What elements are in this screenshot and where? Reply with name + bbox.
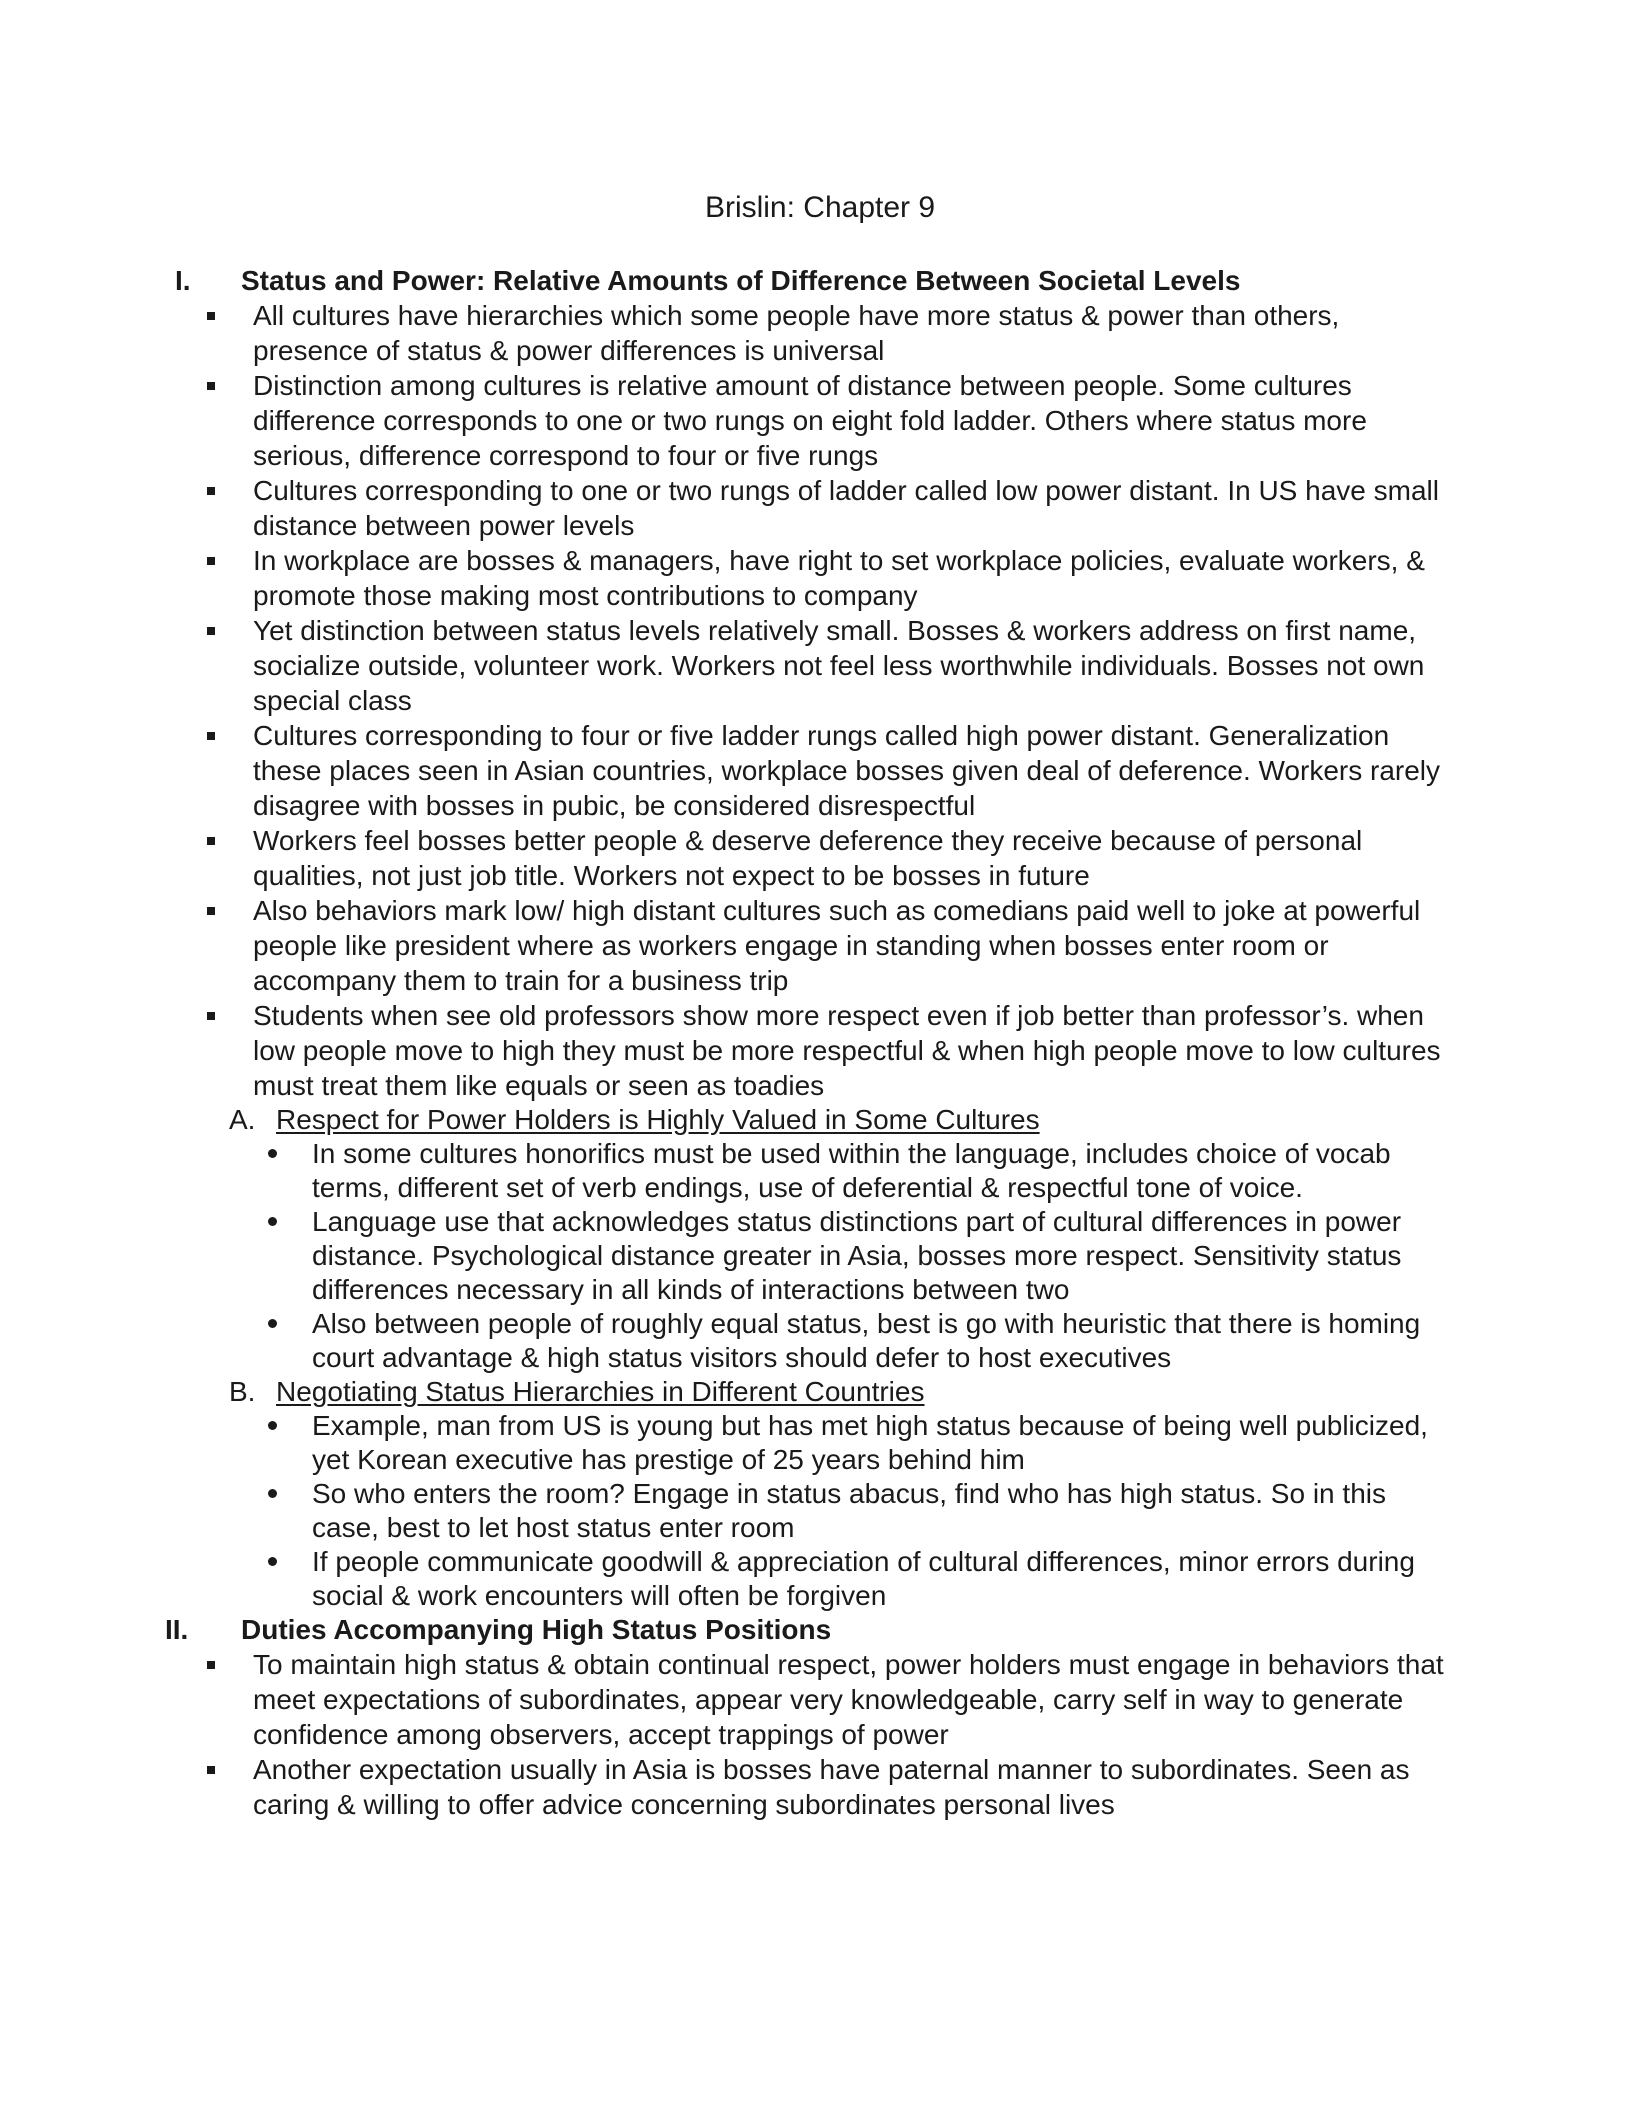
bullet-text: Distinction among cultures is relative amount of distance between people. Some cultures difference corresponds to one or two rungs on eight fold ladder. Others where status more serious, difference correspond to four or five rungs <box>253 370 1367 471</box>
square-bullet-icon <box>207 487 215 495</box>
section-heading-text: Status and Power: Relative Amounts of Difference Between Societal Levels <box>241 265 1241 296</box>
bullet-text: In workplace are bosses & managers, have right to set workplace policies, evaluate workers, & promote those making most contributions to company <box>253 545 1425 611</box>
bullet-text: All cultures have hierarchies which some people have more status & power than others, presence of status & power differences is universal <box>253 300 1340 366</box>
bullet-text: Another expectation usually in Asia is bosses have paternal manner to subordinates. Seen as caring & willing to offer advice concerning subordinates personal lives <box>253 1754 1410 1820</box>
square-bullet-icon <box>207 382 215 390</box>
subsection-heading <box>0 1375 1640 1409</box>
sub-bullet-text: In some cultures honorifics must be used within the language, includes choice of vocab terms, different set of verb endings, use of deferential & respectful tone of voice. <box>312 1138 1391 1203</box>
square-bullet-icon <box>207 627 215 635</box>
section-heading <box>0 264 1640 298</box>
bullet-text: To maintain high status & obtain continual respect, power holders must engage in behaviors that meet expectations of subordinates, appear very knowledgeable, carry self in way to generate confidence among observers, accept trappings of power <box>253 1649 1444 1750</box>
sub-bullet-text: Example, man from US is young but has met high status because of being well publicized, yet Korean executive has prestige of 25 years behind him <box>312 1410 1428 1475</box>
sub-bullet-text: Language use that acknowledges status distinctions part of cultural differences in power distance. Psychological distance greater in Asia, bosses more respect. Sensitivity status differences necessary in all kinds of interactions between two <box>312 1206 1402 1305</box>
bullet-text: Cultures corresponding to four or five ladder rungs called high power distant. Generalization these places seen in Asian countries, workplace bosses given deal of deference. Workers rarely disagree with bosses in pubic, be considered disrespectful <box>253 720 1441 821</box>
bullet-list <box>0 298 1640 1103</box>
section-heading-text: Duties Accompanying High Status Positions <box>241 1614 832 1645</box>
bullet-item <box>0 718 1640 823</box>
sub-bullet-item <box>0 1477 1640 1545</box>
sub-bullet-text: Also between people of roughly equal status, best is go with heuristic that there is homing court advantage & high status visitors should defer to host executives <box>312 1308 1421 1373</box>
square-bullet-icon <box>207 1012 215 1020</box>
square-bullet-icon <box>207 732 215 740</box>
bullet-item <box>0 1752 1640 1822</box>
round-bullet-icon <box>268 1217 277 1226</box>
sub-bullet-text: So who enters the room? Engage in status abacus, find who has high status. So in this case, best to let host status enter room <box>312 1478 1386 1543</box>
section-numeral: I. <box>175 265 191 296</box>
round-bullet-icon <box>268 1421 277 1430</box>
square-bullet-icon <box>207 1766 215 1774</box>
bullet-item <box>0 473 1640 543</box>
subsection-a <box>0 1103 1640 1375</box>
sub-bullet-list <box>0 1409 1640 1613</box>
bullet-text: Also behaviors mark low/ high distant cultures such as comedians paid well to joke at powerful people like president where as workers engage in standing when bosses enter room or accompany them to train for a business trip <box>253 895 1421 996</box>
subsection-letter: B. <box>229 1376 256 1407</box>
sub-bullet-item <box>0 1205 1640 1307</box>
round-bullet-icon <box>268 1557 277 1566</box>
bullet-item <box>0 998 1640 1103</box>
square-bullet-icon <box>207 907 215 915</box>
bullet-item <box>0 823 1640 893</box>
sub-bullet-item <box>0 1409 1640 1477</box>
bullet-item <box>0 893 1640 998</box>
bullet-item <box>0 1647 1640 1752</box>
subsection-heading <box>0 1103 1640 1137</box>
round-bullet-icon <box>268 1319 277 1328</box>
bullet-text: Students when see old professors show more respect even if job better than professor’s. when low people move to high they must be more respectful & when high people move to low cultures must treat them like equals or seen as toadies <box>253 1000 1441 1101</box>
section-numeral: II. <box>165 1614 189 1645</box>
section-2 <box>0 1613 1640 1822</box>
subsection-title: Respect for Power Holders is Highly Valued in Some Cultures <box>276 1104 1040 1135</box>
round-bullet-icon <box>268 1149 277 1158</box>
subsection-title: Negotiating Status Hierarchies in Different Countries <box>276 1376 925 1407</box>
bullet-item <box>0 298 1640 368</box>
bullet-item <box>0 613 1640 718</box>
bullet-text: Yet distinction between status levels relatively small. Bosses & workers address on first name, socialize outside, volunteer work. Workers not feel less worthwhile individuals. Bosses not own special class <box>253 615 1425 716</box>
square-bullet-icon <box>207 1661 215 1669</box>
sub-bullet-item <box>0 1307 1640 1375</box>
bullet-text: Workers feel bosses better people & deserve deference they receive because of personal qualities, not just job title. Workers not expect to be bosses in future <box>253 825 1363 891</box>
sub-bullet-text: If people communicate goodwill & appreciation of cultural differences, minor errors during social & work encounters will often be forgiven <box>312 1546 1415 1611</box>
sub-bullet-list <box>0 1137 1640 1375</box>
bullet-item <box>0 368 1640 473</box>
document-body <box>0 264 1640 1822</box>
section-heading <box>0 1613 1640 1647</box>
round-bullet-icon <box>268 1489 277 1498</box>
square-bullet-icon <box>207 557 215 565</box>
document-title: Brislin: Chapter 9 <box>704 191 936 224</box>
square-bullet-icon <box>207 312 215 320</box>
square-bullet-icon <box>207 837 215 845</box>
sub-bullet-item <box>0 1545 1640 1613</box>
sub-bullet-item <box>0 1137 1640 1205</box>
subsection-b <box>0 1375 1640 1613</box>
subsection-letter: A. <box>229 1104 256 1135</box>
bullet-item <box>0 543 1640 613</box>
bullet-text: Cultures corresponding to one or two rungs of ladder called low power distant. In US have small distance between power levels <box>253 475 1439 541</box>
section-1 <box>0 264 1640 1613</box>
bullet-list <box>0 1647 1640 1822</box>
